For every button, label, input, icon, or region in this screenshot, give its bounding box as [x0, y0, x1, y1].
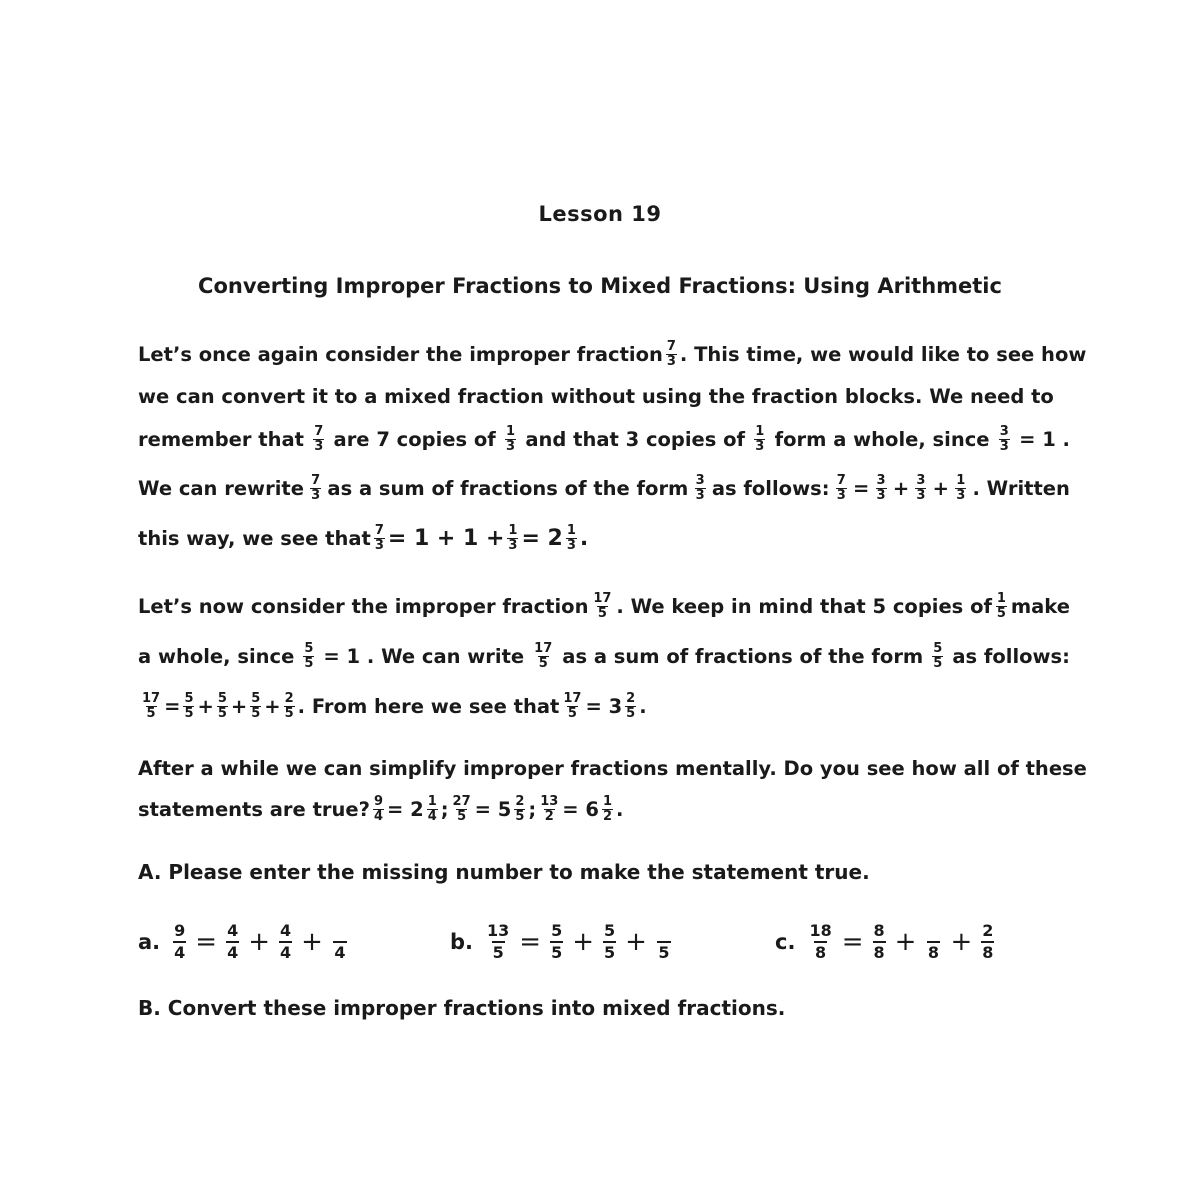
exercise-label: c.	[775, 930, 796, 954]
fraction: $\frac{9}{4}$	[174, 921, 186, 962]
paragraph3-line2	[138, 786, 1070, 832]
math-text: = 2	[521, 525, 563, 551]
text: Let’s once again consider the improper fraction	[138, 342, 663, 366]
text: .	[639, 694, 647, 718]
math-text: = 1 + 1 +	[387, 525, 505, 551]
fraction: $\frac{7}{3}$	[311, 472, 321, 503]
paragraph2-line1	[138, 583, 1070, 629]
fraction: $\frac{5}{5}$	[217, 690, 227, 721]
math-text: .	[579, 525, 589, 551]
text: . Written	[972, 476, 1070, 500]
text: . From here we see that	[297, 694, 560, 718]
plus: +	[230, 694, 248, 718]
fraction: $\frac{1}{2}$	[603, 793, 613, 824]
text: remember that	[138, 427, 304, 451]
equals: =	[841, 927, 864, 957]
paragraph1-line3	[138, 416, 1070, 462]
plus: +	[264, 694, 281, 718]
section-a-heading: A. Please enter the missing number to make the statement true.	[138, 860, 870, 884]
fraction: $\frac{2}{5}$	[515, 793, 525, 824]
fraction: $\frac{1}{3}$	[956, 472, 966, 503]
paragraph1-line2	[138, 373, 1070, 419]
text: as a sum of fractions of the form	[327, 476, 689, 500]
exercise-label: b.	[450, 930, 474, 954]
lesson-title: Lesson 19	[538, 202, 662, 226]
fraction: $\frac{5}{5}$	[551, 921, 563, 962]
fraction: $\frac{17}{5}$	[593, 590, 612, 621]
plus: +	[248, 927, 271, 957]
text: as a sum of fractions of the form	[562, 644, 924, 668]
plus: +	[197, 694, 214, 718]
text: = 2	[386, 797, 424, 821]
plus: +	[572, 927, 595, 957]
answer-blank[interactable]	[656, 921, 672, 941]
text: = 3	[585, 694, 623, 718]
equals: =	[519, 927, 542, 957]
fraction: $\frac{3}{3}$	[916, 472, 926, 503]
text: After a while we can simplify improper fractions mentally. Do you see how all of these	[138, 756, 1087, 780]
exercise-label: a.	[138, 930, 161, 954]
text: as follows:	[952, 644, 1070, 668]
text: . This time, we would like to see how	[679, 342, 1087, 366]
text: a whole, since	[138, 644, 295, 668]
text: Let’s now consider the improper fraction	[138, 594, 589, 618]
fraction: $\frac{5}{5}$	[604, 921, 616, 962]
equals: =	[195, 927, 218, 957]
paragraph2-line2	[138, 633, 1070, 679]
plus: +	[625, 927, 647, 957]
text: make	[1010, 594, 1070, 618]
fraction: $\frac{2}{5}$	[626, 690, 636, 721]
fraction: $\frac{5}{5}$	[184, 690, 194, 721]
plus: +	[301, 927, 323, 957]
equals: =	[852, 476, 870, 500]
plus: +	[950, 927, 973, 957]
fraction: $\frac{1}{4}$	[427, 793, 437, 824]
fraction-blank[interactable]: 4	[332, 921, 348, 963]
text: are 7 copies of	[333, 427, 496, 451]
text: and that 3 copies of	[525, 427, 746, 451]
fraction: $\frac{1}{3}$	[755, 423, 765, 454]
fraction: $\frac{8}{8}$	[873, 921, 885, 962]
fraction: $\frac{5}{5}$	[933, 640, 943, 671]
fraction: $\frac{7}{3}$	[374, 522, 384, 553]
text: = 5	[474, 797, 512, 821]
text: .	[616, 797, 624, 821]
text: = 1 .	[1019, 427, 1070, 451]
text: we can convert it to a mixed fraction without using the fraction blocks. We need to	[138, 384, 1054, 408]
fraction: $\frac{9}{4}$	[373, 793, 383, 824]
paragraph1-line1	[138, 331, 1087, 377]
paragraph1-line4	[138, 465, 1070, 511]
exercise-a	[138, 912, 353, 972]
answer-blank[interactable]	[332, 921, 348, 941]
fraction: $\frac{3}{3}$	[999, 423, 1009, 454]
text: as follows:	[711, 476, 830, 500]
fraction: $\frac{1}{3}$	[506, 423, 516, 454]
lesson-subtitle: Converting Improper Fractions to Mixed Fractions: Using Arithmetic	[198, 274, 1002, 298]
exercise-b	[450, 912, 677, 972]
text: statements are true?	[138, 797, 370, 821]
equals: =	[164, 694, 181, 718]
fraction: $\frac{5}{5}$	[304, 640, 314, 671]
fraction: $\frac{17}{5}$	[563, 690, 582, 721]
plus: +	[892, 476, 910, 500]
fraction: $\frac{2}{5}$	[284, 690, 294, 721]
fraction-blank[interactable]: 8	[925, 921, 941, 963]
fraction: $\frac{17}{5}$	[142, 690, 161, 721]
fraction: $\frac{18}{8}$	[809, 921, 832, 962]
plus: +	[932, 476, 949, 500]
fraction: $\frac{3}{3}$	[695, 472, 705, 503]
fraction: $\frac{7}{3}$	[836, 472, 846, 503]
fraction: $\frac{3}{3}$	[876, 472, 886, 503]
text: = 6	[562, 797, 599, 821]
fraction: $\frac{5}{5}$	[251, 690, 261, 721]
fraction: $\frac{13}{5}$	[487, 921, 510, 962]
paragraph1-line5	[138, 515, 1070, 561]
text: form a whole, since	[774, 427, 990, 451]
paragraph2-line3	[138, 683, 1070, 729]
answer-blank[interactable]	[925, 921, 941, 941]
fraction: $\frac{4}{4}$	[280, 921, 292, 962]
exercise-c	[775, 912, 999, 972]
fraction: $\frac{1}{3}$	[508, 522, 518, 553]
section-b-heading: B. Convert these improper fractions into mixed fractions.	[138, 996, 786, 1020]
text: . We keep in mind that 5 copies of	[616, 594, 992, 618]
fraction: $\frac{4}{4}$	[227, 921, 239, 962]
fraction: $\frac{27}{5}$	[452, 793, 471, 824]
text: ;	[528, 797, 537, 821]
text: ;	[440, 797, 449, 821]
fraction: $\frac{2}{8}$	[982, 921, 994, 962]
fraction: $\frac{17}{5}$	[534, 640, 553, 671]
text: = 1 . We can write	[323, 644, 525, 668]
fraction: $\frac{1}{3}$	[566, 522, 576, 553]
plus: +	[894, 927, 917, 957]
fraction-blank[interactable]: 5	[656, 921, 672, 963]
text: this way, we see that	[138, 526, 371, 550]
paragraph3-line1	[138, 745, 1087, 791]
fraction: $\frac{7}{3}$	[314, 423, 324, 454]
fraction: $\frac{1}{5}$	[996, 590, 1006, 621]
fraction: $\frac{7}{3}$	[666, 338, 676, 369]
fraction: $\frac{13}{2}$	[540, 793, 559, 824]
text: We can rewrite	[138, 476, 304, 500]
